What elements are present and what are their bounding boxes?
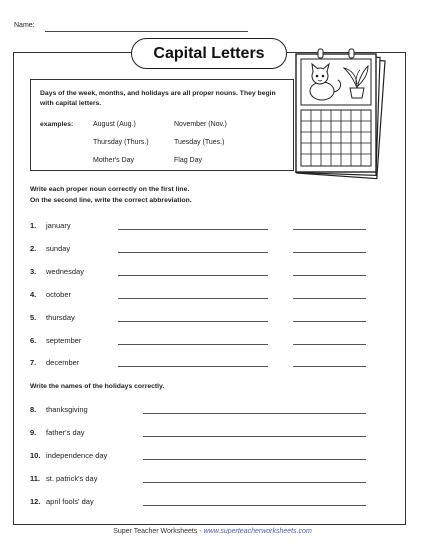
abbreviation-line[interactable] <box>293 366 366 367</box>
item-word: thanksgiving <box>46 405 88 414</box>
answer-line[interactable] <box>118 252 268 253</box>
answer-line[interactable] <box>118 366 268 367</box>
item-word: april fools' day <box>46 497 94 506</box>
item-word: september <box>46 336 82 345</box>
abbreviation-line[interactable] <box>293 298 366 299</box>
item-word: independence day <box>46 451 108 460</box>
section2-instructions: Write the names of the holidays correctly. <box>30 383 165 390</box>
answer-line[interactable] <box>118 344 268 345</box>
answer-line[interactable] <box>118 229 268 230</box>
answer-line[interactable] <box>143 505 366 506</box>
name-label: Name: <box>14 22 35 29</box>
answer-line[interactable] <box>143 482 366 483</box>
abbreviation-line[interactable] <box>293 252 366 253</box>
example-item: Thursday (Thurs.) <box>93 139 149 146</box>
item-number: 12. <box>30 497 41 506</box>
abbreviation-line[interactable] <box>293 229 366 230</box>
item-word: december <box>46 358 80 367</box>
page-title <box>131 38 287 69</box>
item-number: 9. <box>30 428 37 437</box>
abbreviation-line[interactable] <box>293 275 366 276</box>
item-number: 5. <box>30 313 37 322</box>
name-field[interactable] <box>45 31 248 32</box>
item-number: 6. <box>30 336 37 345</box>
abbreviation-line[interactable] <box>293 321 366 322</box>
examples-label: examples: <box>40 121 74 128</box>
item-word: wednesday <box>46 267 84 276</box>
answer-line[interactable] <box>118 321 268 322</box>
item-number: 3. <box>30 267 37 276</box>
footer-brand: Super Teacher Worksheets <box>113 528 198 535</box>
item-word: january <box>46 221 71 230</box>
answer-line[interactable] <box>118 275 268 276</box>
section1-instructions-2: On the second line, write the correct abbreviation. <box>30 197 192 204</box>
item-number: 11. <box>30 474 41 483</box>
intro-text: Days of the week, months, and holidays are all proper nouns. They begin with capital letters. <box>40 90 276 107</box>
abbreviation-line[interactable] <box>293 344 366 345</box>
item-number: 4. <box>30 290 37 299</box>
item-number: 1. <box>30 221 37 230</box>
item-word: thursday <box>46 313 75 322</box>
item-word: father's day <box>46 428 85 437</box>
answer-line[interactable] <box>118 298 268 299</box>
footer <box>0 528 425 535</box>
answer-line[interactable] <box>143 459 366 460</box>
example-item: Tuesday (Tues.) <box>174 139 225 146</box>
example-item: Flag Day <box>174 157 203 164</box>
item-number: 8. <box>30 405 37 414</box>
item-word: sunday <box>46 244 71 253</box>
item-number: 2. <box>30 244 37 253</box>
example-item: November (Nov.) <box>174 121 227 128</box>
answer-line[interactable] <box>143 436 366 437</box>
answer-line[interactable] <box>143 413 366 414</box>
item-number: 10. <box>30 451 41 460</box>
footer-url-link[interactable]: www.superteacherworksheets.com <box>203 528 312 535</box>
example-item: August (Aug.) <box>93 121 136 128</box>
page-title-text: Capital Letters <box>153 44 265 62</box>
item-word: st. patrick's day <box>46 474 98 483</box>
item-number: 7. <box>30 358 37 367</box>
footer-separator: - <box>197 528 204 535</box>
item-word: october <box>46 290 72 299</box>
calendar-with-cat-icon <box>292 36 390 186</box>
section1-instructions-1: Write each proper noun correctly on the first line. <box>30 186 190 193</box>
example-item: Mother's Day <box>93 157 135 164</box>
